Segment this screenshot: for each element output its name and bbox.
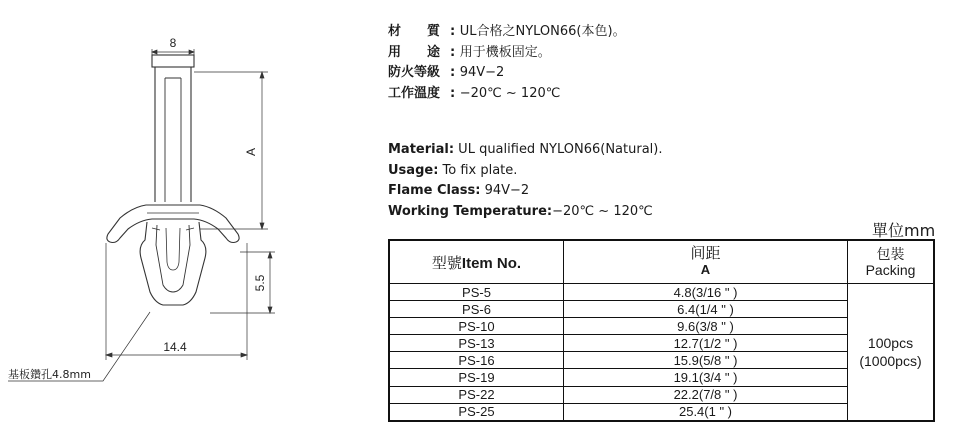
cell-a: 22.2(7/8 " ): [564, 386, 848, 403]
spec-label: 防火等級: [388, 65, 441, 80]
cell-a: 25.4(1 " ): [564, 403, 848, 421]
dim-bottom-label: 14.4: [163, 340, 187, 354]
header-item-zh: 型號: [431, 254, 462, 272]
spec-value: 94V−2: [480, 183, 530, 198]
spec-value: To fix plate.: [438, 162, 518, 178]
shaft-outline: [155, 67, 191, 202]
cell-item: PS-25: [389, 403, 564, 421]
spec-row-usage-en: [388, 161, 663, 182]
spec-label: 工作溫度: [388, 85, 441, 101]
cell-a: 6.4(1/4 " ): [564, 301, 848, 318]
table-row: [389, 284, 934, 301]
packing-qty-box: (1000pcs): [859, 352, 922, 369]
cell-a: 4.8(3/16 " ): [564, 284, 848, 301]
spec-value: −20℃ ~ 120℃: [552, 203, 653, 219]
spec-value: UL合格之NYLON66(本色)。: [459, 24, 626, 39]
cell-item: PS-13: [389, 335, 564, 352]
header-pack-zh: 包裝: [876, 246, 905, 262]
packing-qty: 100pcs: [867, 334, 914, 351]
dim-side-label: 5.5: [253, 274, 267, 292]
spec-row-flame-zh: 防火等級 : 94V−2: [388, 63, 626, 84]
dim-a-label: A: [244, 147, 258, 157]
hole-note: 基板鑽孔4.8mm: [8, 368, 91, 381]
header-item-en: Item No.: [461, 254, 522, 272]
spec-row-temp-zh: 工作溫度 : −20℃ ~ 120℃: [388, 84, 626, 105]
spec-table: [388, 239, 935, 422]
cell-item: PS-6: [389, 301, 564, 318]
cell-a: 19.1(3/4 " ): [564, 369, 848, 386]
cell-item: PS-10: [389, 318, 564, 335]
header-pack-en: Packing: [865, 262, 916, 278]
cell-item: PS-5: [389, 284, 564, 301]
snap-legs-outline: [140, 222, 206, 305]
cell-item: PS-16: [389, 352, 564, 369]
dim-top-label: 8: [169, 36, 177, 50]
spec-label: 用 途: [388, 44, 441, 60]
spec-value: −20℃ ~ 120℃: [459, 85, 561, 101]
technical-drawing: [0, 0, 370, 448]
cell-packing: [848, 284, 935, 421]
spec-value: 用于機板固定。: [459, 44, 551, 60]
header-a-zh: 间距: [690, 245, 721, 262]
header-item: [389, 240, 564, 284]
spec-row-usage-zh: 用 途 : 用于機板固定。: [388, 43, 626, 64]
spec-row-temp-en: [388, 202, 663, 223]
specs-english: [388, 140, 663, 222]
spec-label: 材 質: [388, 24, 441, 39]
shaft-cap: [152, 55, 194, 67]
spec-label: Working Temperature:: [388, 203, 553, 219]
specs-chinese: [388, 22, 626, 104]
cell-a: 9.6(3/8 " ): [564, 318, 848, 335]
cell-a: 12.7(1/2 " ): [564, 335, 848, 352]
spec-label: Material:: [388, 142, 455, 157]
flange-outline: [107, 205, 239, 243]
spec-label: Flame Class:: [388, 183, 481, 198]
spec-row-flame-en: [388, 181, 663, 202]
unit-label: 單位mm: [872, 221, 936, 240]
cell-item: PS-22: [389, 386, 564, 403]
spec-label: Usage:: [388, 162, 439, 178]
header-a-en: A: [700, 262, 711, 277]
spec-row-material-en: [388, 140, 663, 161]
shaft-slot: [165, 78, 181, 202]
spec-value: UL qualified NYLON66(Natural).: [454, 142, 663, 157]
spec-value: 94V−2: [459, 65, 505, 80]
spec-row-material-zh: 材 質 : UL合格之NYLON66(本色)。: [388, 22, 626, 43]
cell-a: 15.9(5/8 " ): [564, 352, 848, 369]
header-a: [564, 240, 848, 284]
header-pack: [848, 240, 935, 284]
table-header-row: [389, 240, 934, 284]
cell-item: PS-19: [389, 369, 564, 386]
